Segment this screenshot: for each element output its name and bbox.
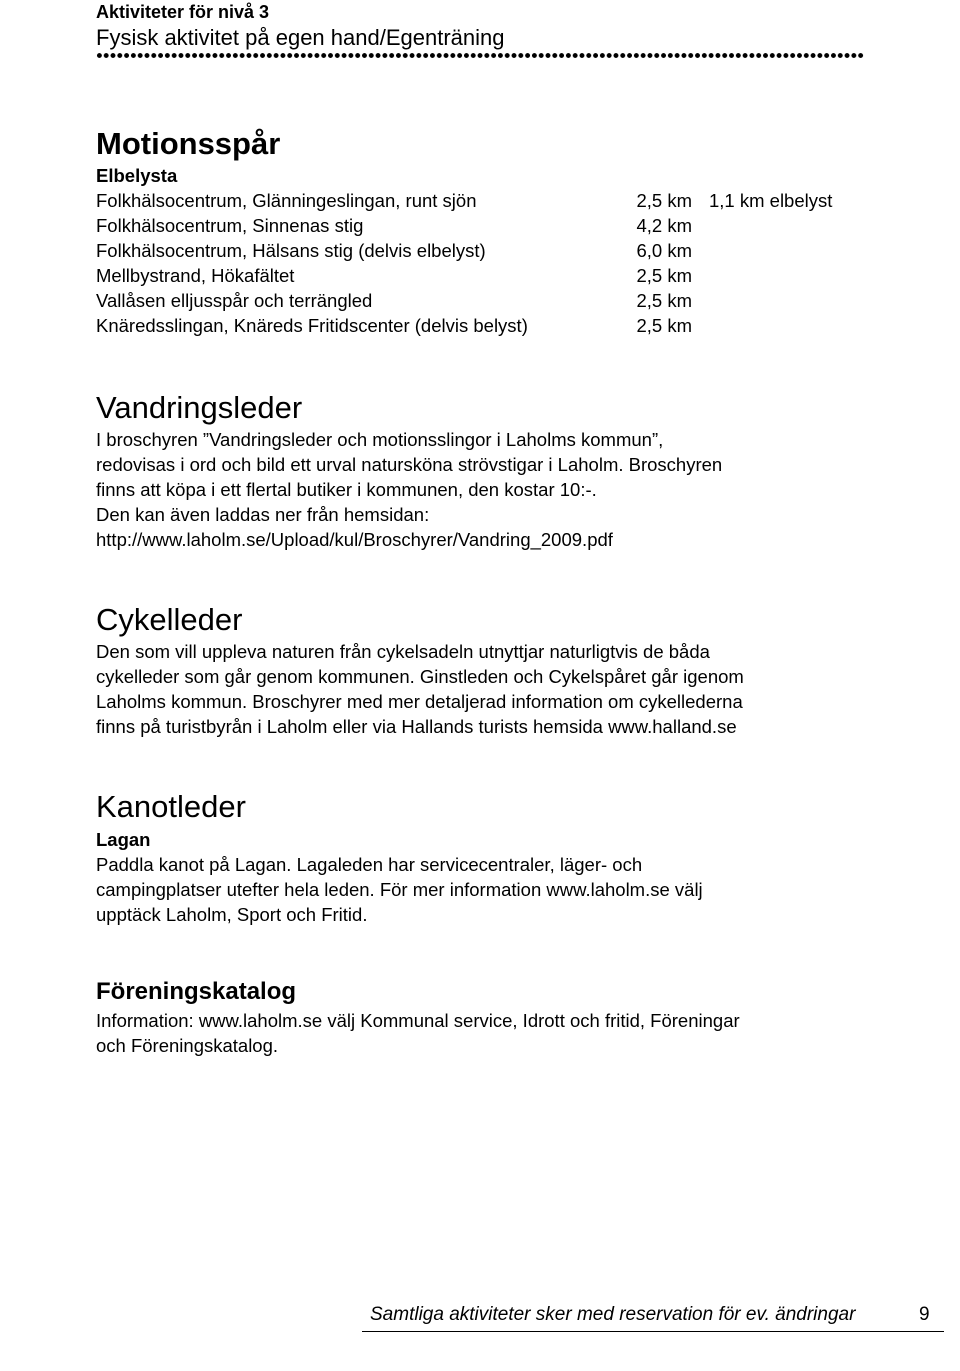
route-length: 2,5 km <box>636 290 692 311</box>
route-row <box>96 313 866 338</box>
route-row <box>96 213 866 238</box>
text-line: upptäck Laholm, Sport och Fritid. <box>96 904 368 925</box>
route-name: Mellbystrand, Hökafältet <box>96 265 295 286</box>
text-line: och Föreningskatalog. <box>96 1035 279 1056</box>
route-row <box>96 238 866 263</box>
route-row <box>96 288 866 313</box>
vandringsleder-text <box>96 427 866 552</box>
route-length: 4,2 km <box>636 215 692 236</box>
kanotleder-text <box>96 852 866 927</box>
text-line: finns på turistbyrån i Laholm eller via Hallands turists hemsida www.halland.se <box>96 716 737 737</box>
text-line: Paddla kanot på Lagan. Lagaleden har servicecentraler, läger- och <box>96 854 643 875</box>
route-row <box>96 263 866 288</box>
foreningskatalog-text <box>96 1008 866 1058</box>
footer-rule <box>362 1331 944 1332</box>
dotted-divider <box>96 51 864 60</box>
route-length: 6,0 km <box>636 240 692 261</box>
brochure-link[interactable]: http://www.laholm.se/Upload/kul/Broschyrer/Vandring_2009.pdf <box>96 529 613 550</box>
text-line: Information: www.laholm.se välj Kommunal service, Idrott och fritid, Föreningar <box>96 1010 740 1031</box>
text-line: cykelleder som går genom kommunen. Ginstleden och Cykelspåret går igenom <box>96 666 744 687</box>
section-title-kanotleder: Kanotleder <box>96 789 246 824</box>
footer-note: Samtliga aktiviteter sker med reservation för ev. ändringar <box>370 1304 856 1325</box>
text-line: campingplatser utefter hela leden. För mer information www.laholm.se välj <box>96 879 703 900</box>
route-name: Folkhälsocentrum, Hälsans stig (delvis elbelyst) <box>96 240 486 261</box>
route-name: Vallåsen elljusspår och terrängled <box>96 290 373 311</box>
subtitle-lagan: Lagan <box>96 829 151 850</box>
route-length: 2,5 km <box>636 190 692 211</box>
route-note: 1,1 km elbelyst <box>709 190 833 211</box>
route-row <box>96 188 866 213</box>
text-line: Den kan även laddas ner från hemsidan: <box>96 504 430 525</box>
route-name: Folkhälsocentrum, Sinnenas stig <box>96 215 364 236</box>
text-line: I broschyren ”Vandringsleder och motionsslingor i Laholms kommun”, <box>96 429 664 450</box>
page-number: 9 <box>919 1304 930 1325</box>
section-title-cykelleder: Cykelleder <box>96 602 243 637</box>
cykelleder-text <box>96 639 866 739</box>
text-line: Laholms kommun. Broschyrer med mer detaljerad information om cykellederna <box>96 691 743 712</box>
text-line: redovisas i ord och bild ett urval natursköna strövstigar i Laholm. Broschyren <box>96 454 723 475</box>
header-subtitle: Fysisk aktivitet på egen hand/Egenträning <box>96 25 505 50</box>
section-title-vandringsleder: Vandringsleder <box>96 390 303 425</box>
section-title-foreningskatalog: Föreningskatalog <box>96 978 297 1005</box>
route-name: Folkhälsocentrum, Glänningeslingan, runt sjön <box>96 190 477 211</box>
header-level-title: Aktiviteter för nivå 3 <box>96 2 270 22</box>
text-line: finns att köpa i ett flertal butiker i kommunen, den kostar 10:-. <box>96 479 597 500</box>
route-length: 2,5 km <box>636 265 692 286</box>
route-length: 2,5 km <box>636 315 692 336</box>
section-title-motionsspar: Motionsspår <box>96 126 281 161</box>
subtitle-elbelysta: Elbelysta <box>96 165 178 186</box>
route-name: Knäredsslingan, Knäreds Fritidscenter (delvis belyst) <box>96 315 528 336</box>
text-line: Den som vill uppleva naturen från cykelsadeln utnyttjar naturligtvis de båda <box>96 641 710 662</box>
